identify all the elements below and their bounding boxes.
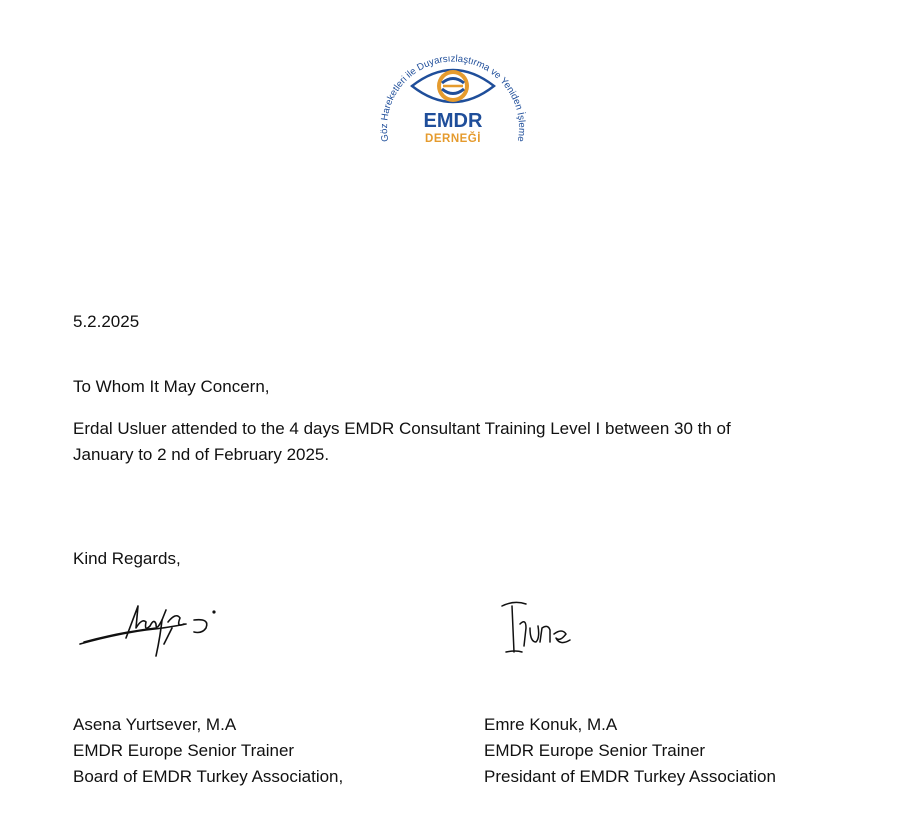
emdr-association-logo bbox=[376, 36, 530, 172]
signer-name: Emre Konuk, M.A bbox=[484, 715, 618, 734]
letter-closing: Kind Regards, bbox=[73, 549, 181, 568]
signer-title: EMDR Europe Senior Trainer bbox=[73, 741, 295, 760]
logo-ring-text: Göz Hareketleri ile Duyarsızlaştırma ve Yeniden İşleme bbox=[378, 53, 528, 143]
signer-right bbox=[484, 712, 776, 790]
signer-role: Presidant of EMDR Turkey Association bbox=[484, 767, 776, 786]
letter-body-line-1: Erdal Usluer attended to the 4 days EMDR Consultant Training Level I between 30 th of bbox=[73, 419, 731, 438]
signer-role: Board of EMDR Turkey Association, bbox=[73, 767, 344, 786]
signer-title: EMDR Europe Senior Trainer bbox=[484, 741, 706, 760]
signature-asena-yurtsever bbox=[76, 598, 221, 664]
logo-brand: EMDR bbox=[423, 110, 483, 132]
letter-greeting: To Whom It May Concern, bbox=[73, 377, 270, 396]
letter-date: 5.2.2025 bbox=[73, 312, 140, 331]
signer-name: Asena Yurtsever, M.A bbox=[73, 715, 237, 734]
letter-body-line-2: January to 2 nd of February 2025. bbox=[73, 445, 330, 464]
signer-left bbox=[73, 712, 343, 790]
eye-icon bbox=[412, 70, 494, 102]
logo-sub-brand: DERNEĞİ bbox=[425, 133, 481, 145]
signature-emre-konuk bbox=[496, 598, 591, 662]
